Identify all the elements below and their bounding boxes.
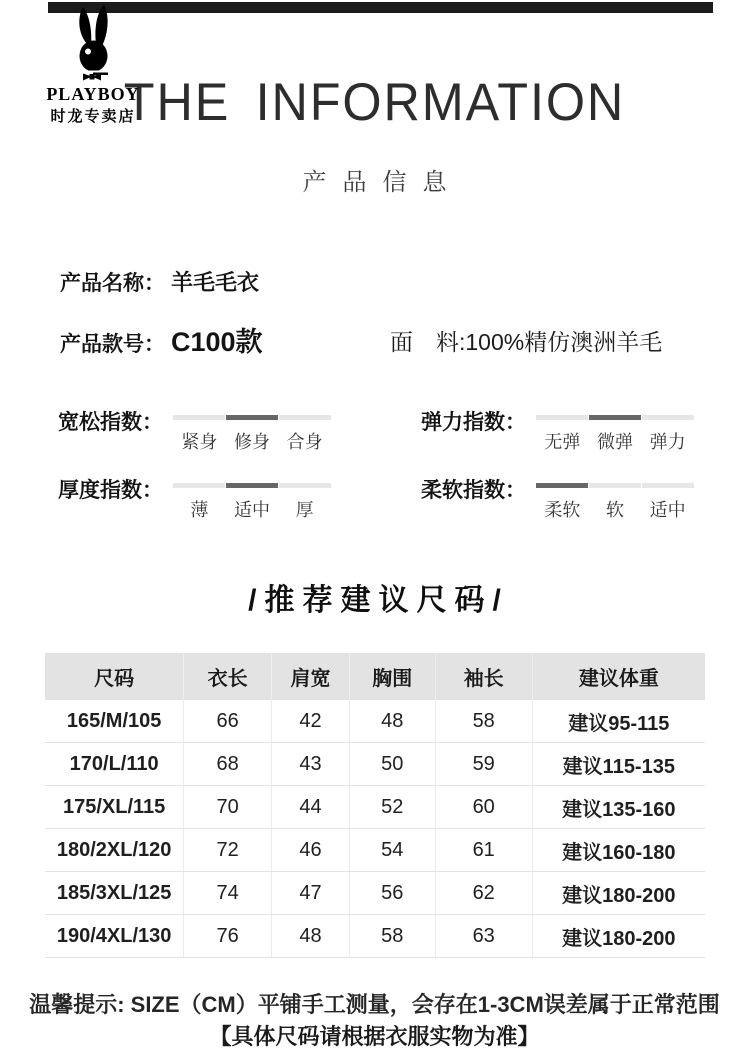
index-scale [536, 406, 694, 454]
table-row [45, 915, 705, 958]
table-cell: 60 [436, 786, 533, 828]
index-segment [536, 415, 588, 420]
index-option-label: 合身 [286, 432, 323, 452]
playboy-bunny-icon [63, 3, 123, 85]
table-cell: 76 [184, 915, 272, 957]
product-name-value: 羊毛毛衣 [171, 270, 260, 295]
index-option-label: 柔软 [544, 500, 581, 520]
index-label: 弹力指数： [421, 411, 526, 434]
table-cell: 47 [272, 872, 350, 914]
table-cell: 建议115-135 [562, 755, 675, 778]
index-segment [279, 415, 331, 420]
footer-tip-line1: 温馨提示: SIZE（CM）平铺手工测量，会存在1-3CM误差属于正常范围 [29, 992, 720, 1017]
index-label: 宽松指数： [58, 411, 163, 434]
table-cell: 165/M/105 [45, 700, 184, 742]
brand-wordmark: PLAYBOY [46, 84, 140, 104]
table-cell: 54 [350, 829, 436, 871]
table-cell: 62 [436, 872, 533, 914]
size-table-header [45, 653, 705, 700]
footer-tip-line2: 【具体尺码请根据衣服实物为准】 [209, 1024, 540, 1049]
table-cell: 72 [184, 829, 272, 871]
table-cell: 建议180-200 [562, 884, 676, 907]
index-block-elasticity [421, 406, 694, 454]
table-cell: 48 [272, 915, 350, 957]
size-table-header-cell: 袖长 [436, 653, 533, 700]
table-cell: 58 [436, 700, 533, 742]
size-table-header-cell: 胸围 [350, 653, 436, 700]
page-title: THE INFORMATION [123, 73, 626, 132]
table-cell: 63 [436, 915, 533, 957]
table-row [45, 872, 705, 915]
table-cell: 44 [272, 786, 350, 828]
index-segment [589, 415, 641, 420]
index-block-softness [421, 474, 694, 522]
index-block-looseness [58, 406, 331, 454]
table-cell: 59 [436, 743, 533, 785]
table-cell: 68 [184, 743, 272, 785]
table-row [45, 743, 705, 786]
index-bar [173, 415, 331, 420]
size-table-header-cell: 衣长 [184, 653, 272, 700]
table-cell: 建议135-160 [562, 798, 676, 821]
table-cell: 58 [350, 915, 436, 957]
size-table [45, 653, 705, 958]
table-cell: 48 [350, 700, 436, 742]
size-table-header-cell: 建议体重 [578, 668, 659, 690]
index-option-label: 弹力 [649, 432, 686, 452]
table-cell: 建议180-200 [562, 927, 676, 950]
table-cell: 50 [350, 743, 436, 785]
table-row [45, 829, 705, 872]
index-scale [173, 474, 331, 522]
index-options [536, 496, 694, 522]
table-cell: 56 [350, 872, 436, 914]
table-cell: 52 [350, 786, 436, 828]
index-segment [642, 483, 694, 488]
index-option-label: 无弹 [544, 432, 581, 452]
table-cell: 190/4XL/130 [45, 915, 184, 957]
index-option-label: 微弹 [597, 432, 633, 452]
table-cell: 180/2XL/120 [45, 829, 184, 871]
size-table-header-cell: 尺码 [45, 653, 184, 700]
product-model-label: 产品款号： [60, 333, 165, 356]
index-option-label: 软 [606, 500, 624, 520]
table-cell: 建议160-180 [562, 841, 676, 864]
product-name-row [60, 266, 259, 297]
table-row [45, 786, 705, 829]
product-model-value: C100款 [171, 327, 263, 357]
brand-logo [34, 3, 152, 126]
index-segment [173, 415, 225, 420]
table-cell: 建议95-115 [568, 712, 670, 735]
index-segment [589, 483, 641, 488]
index-scale [536, 474, 694, 522]
fabric-text: 面 料:100%精仿澳洲羊毛 [390, 329, 663, 355]
table-row [45, 700, 705, 743]
size-recommendation-heading: /推荐建议尺码/ [248, 584, 509, 617]
page-subtitle: 产品信息 [302, 169, 463, 196]
index-option-label: 薄 [190, 500, 209, 520]
index-segment [536, 483, 588, 488]
index-segment [173, 483, 225, 488]
index-option-label: 适中 [234, 500, 270, 520]
table-cell: 185/3XL/125 [45, 872, 184, 914]
table-cell: 61 [436, 829, 533, 871]
index-options [173, 428, 331, 454]
index-bar [536, 415, 694, 420]
table-cell: 74 [184, 872, 272, 914]
table-cell: 175/XL/115 [45, 786, 184, 828]
table-cell: 70 [184, 786, 272, 828]
index-segment [642, 415, 694, 420]
index-block-thickness [58, 474, 331, 522]
index-options [536, 428, 694, 454]
index-label: 柔软指数： [421, 479, 526, 502]
index-segment [226, 483, 278, 488]
table-cell: 42 [272, 700, 350, 742]
table-cell: 46 [272, 829, 350, 871]
index-option-label: 修身 [234, 432, 270, 452]
index-options [173, 496, 331, 522]
size-table-body [45, 700, 705, 958]
table-cell: 43 [272, 743, 350, 785]
index-segment [279, 483, 331, 488]
table-cell: 66 [184, 700, 272, 742]
index-segment [226, 415, 278, 420]
index-label: 厚度指数： [58, 479, 163, 502]
table-cell: 170/L/110 [45, 743, 184, 785]
product-name-label: 产品名称： [60, 272, 165, 295]
product-model-row [60, 320, 263, 359]
index-option-label: 适中 [649, 500, 686, 520]
index-scale [173, 406, 331, 454]
store-name: 时龙专卖店 [50, 108, 136, 125]
index-option-label: 厚 [295, 500, 314, 520]
size-table-header-cell: 肩宽 [272, 653, 350, 700]
index-bar [173, 483, 331, 488]
index-bar [536, 483, 694, 488]
index-option-label: 紧身 [181, 432, 218, 452]
